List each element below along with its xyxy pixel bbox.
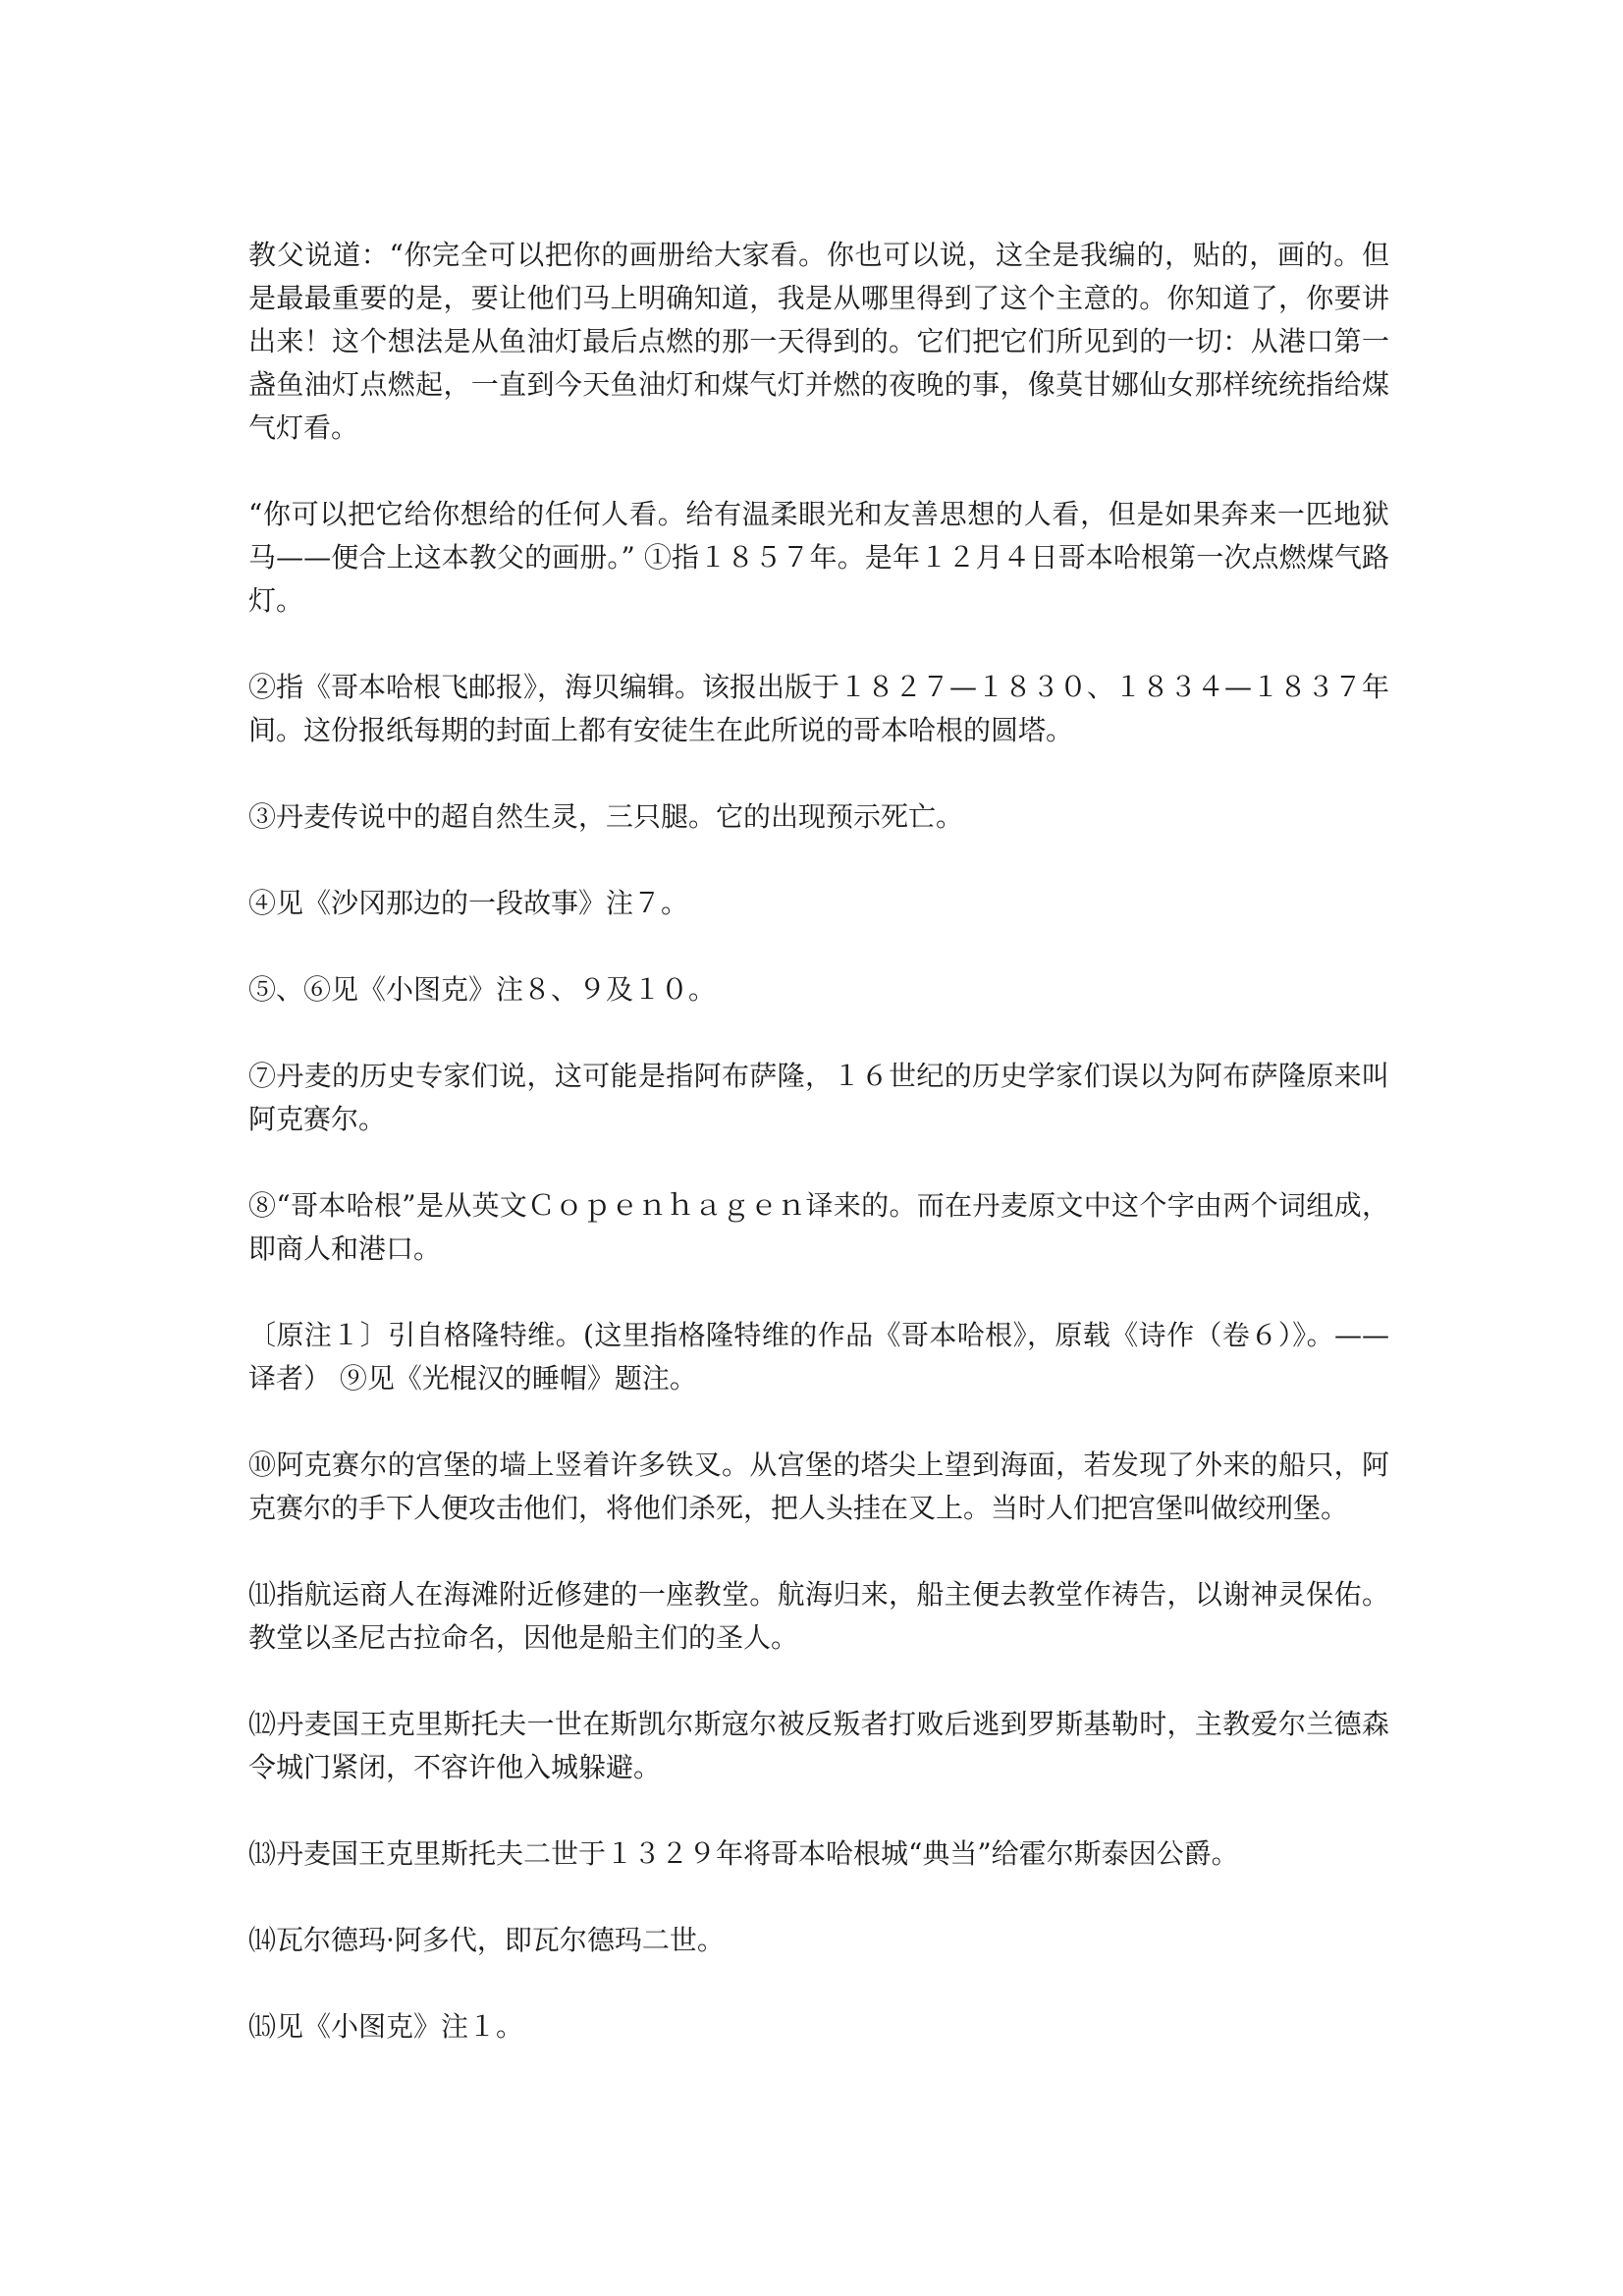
footnote-5-6: ⑤、⑥见《小图克》注８、９及１０。 [248, 973, 717, 1006]
paragraph-godfather-speech: 教父说道：“你完全可以把你的画册给大家看。你也可以说，这全是我编的，贴的，画的。但是最最重要的是，要让他们马上明确知道，我是从哪里得到了这个主意的。你知道了，你要讲出来！这个想法是从鱼油灯最后点燃的那一天得到的。它们把它们所见到的一切：从港口第一盏鱼油灯点燃起，一直到今天鱼油灯和煤气灯并燃的夜晚的事，像莫甘娜仙女那样统统指给煤气灯看。 [248, 239, 1389, 444]
paragraph-show-album-note-1: “你可以把它给你想给的任何人看。给有温柔眼光和友善思想的人看，但是如果奔来一匹地狱马——便合上这本教父的画册。” ①指１８５７年。是年１２月４日哥本哈根第一次点燃煤气路灯。 [248, 498, 1389, 617]
footnote-3: ③丹麦传说中的超自然生灵，三只腿。它的出现预示死亡。 [248, 800, 964, 833]
document-page [248, 234, 1389, 2049]
footnote-8: ⑧“哥本哈根”是从英文Ｃｏｐｅｎｈａｇｅｎ译来的。而在丹麦原文中这个字由两个词组成，即商人和港口。 [248, 1189, 1389, 1265]
footnote-7: ⑦丹麦的历史专家们说，这可能是指阿布萨隆，１６世纪的历史学家们误以为阿布萨隆原来叫阿克赛尔。 [248, 1060, 1389, 1135]
footnote-15: ⒂见《小图克》注１。 [248, 2010, 524, 2043]
footnote-14: ⒁瓦尔德玛·阿多代，即瓦尔德玛二世。 [248, 1924, 725, 1956]
original-note-1-and-footnote-9: 〔原注１〕引自格隆特维。(这里指格隆特维的作品《哥本哈根》，原载《诗作（卷６）》。——译者） ⑨见《光棍汉的睡帽》题注。 [248, 1319, 1389, 1394]
footnote-12: ⑿丹麦国王克里斯托夫一世在斯凯尔斯寇尔被反叛者打败后逃到罗斯基勒时，主教爱尔兰德森令城门紧闭，不容许他入城躲避。 [248, 1708, 1389, 1783]
footnote-4: ④见《沙冈那边的一段故事》注７。 [248, 887, 689, 919]
footnote-13: ⒀丹麦国王克里斯托夫二世于１３２９年将哥本哈根城“典当”给霍尔斯泰因公爵。 [248, 1837, 1239, 1870]
footnote-11: ⑾指航运商人在海滩附近修建的一座教堂。航海归来，船主便去教堂作祷告，以谢神灵保佑。教堂以圣尼古拉命名，因他是船主们的圣人。 [248, 1578, 1389, 1654]
footnote-10: ⑩阿克赛尔的宫堡的墙上竖着许多铁叉。从宫堡的塔尖上望到海面，若发现了外来的船只，阿克赛尔的手下人便攻击他们，将他们杀死，把人头挂在叉上。当时人们把宫堡叫做绞刑堡。 [248, 1449, 1389, 1524]
footnote-2: ②指《哥本哈根飞邮报》，海贝编辑。该报出版于１８２７—１８３０、１８３４—１８３７年间。这份报纸每期的封面上都有安徒生在此所说的哥本哈根的圆塔。 [248, 671, 1390, 746]
